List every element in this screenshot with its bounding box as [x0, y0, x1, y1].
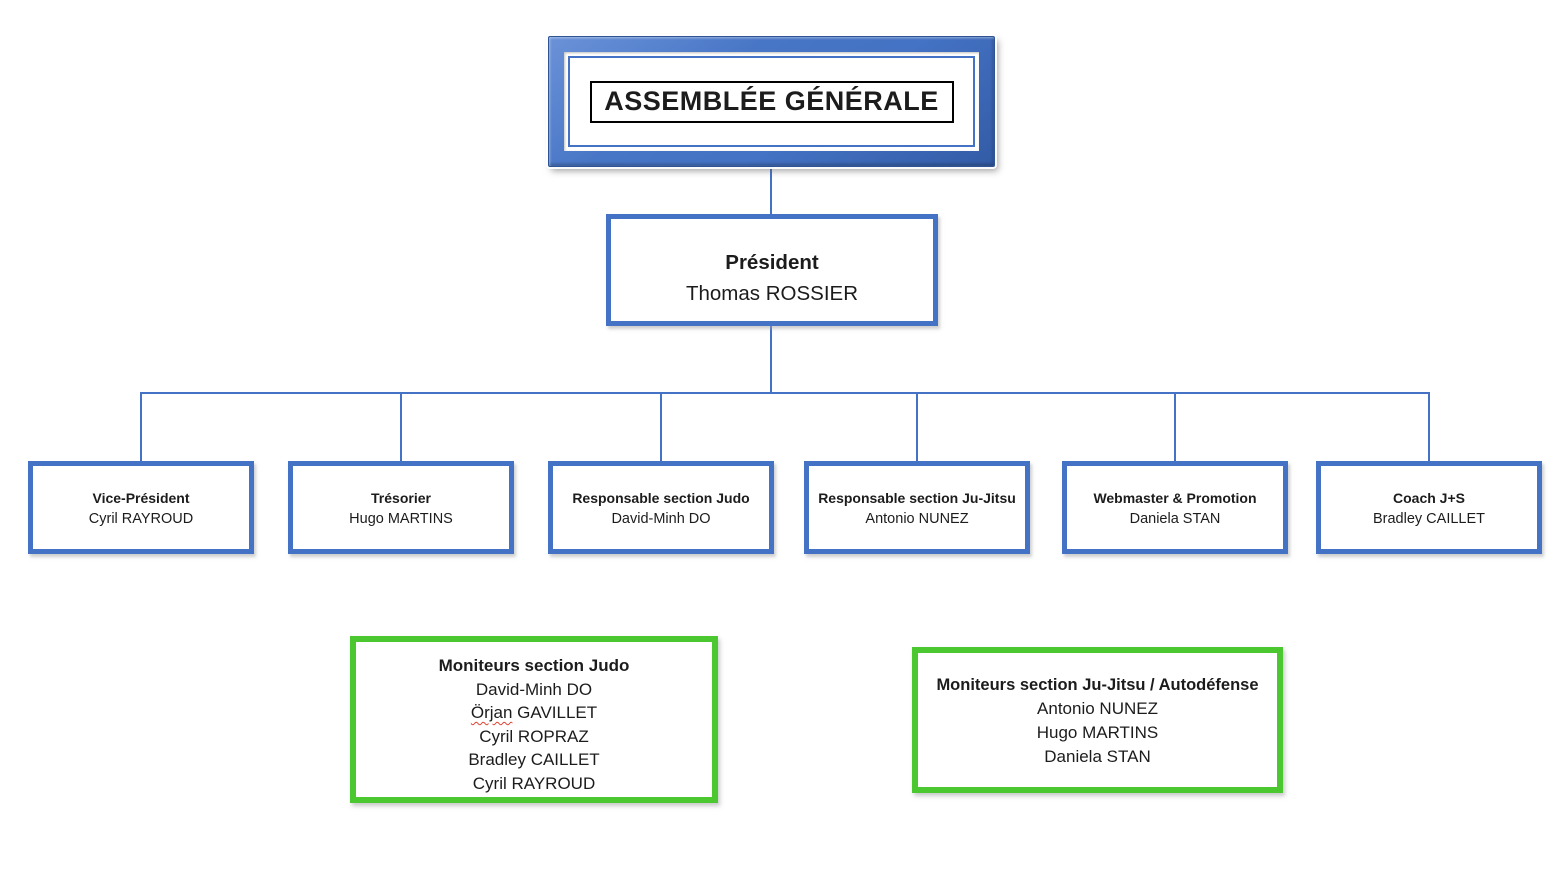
judo-monitors-title: Moniteurs section Judo — [438, 656, 630, 675]
committee-role: Coach J+S — [1393, 490, 1465, 506]
judo-monitors-box — [350, 636, 718, 803]
connector-drop-resp-judo — [660, 392, 662, 461]
connector-drop-tresorier — [400, 392, 402, 461]
president-role: Président — [725, 251, 819, 274]
committee-box-vice-president — [28, 461, 254, 554]
judo-monitor-member-rest: GAVILLET — [512, 703, 598, 722]
president-box — [606, 214, 938, 326]
connector-president-bus — [770, 326, 772, 393]
committee-name: Antonio NUNEZ — [865, 511, 969, 527]
committee-box-coach-js — [1316, 461, 1542, 554]
assembly-title: ASSEMBLÉE GÉNÉRALE — [590, 81, 954, 123]
committee-role: Responsable section Judo — [572, 490, 750, 506]
judo-monitor-member: Bradley CAILLET — [468, 750, 600, 769]
judo-monitor-member: David-Minh DO — [475, 679, 593, 699]
committee-role: Trésorier — [371, 490, 431, 506]
jujitsu-monitor-member: Antonio NUNEZ — [1037, 699, 1158, 718]
jujitsu-monitors-title: Moniteurs section Ju-Jitsu / Autodéfense — [936, 676, 1259, 694]
judo-monitor-member: Cyril ROPRAZ — [479, 726, 589, 746]
judo-monitor-member-misspelled: Örjan — [470, 703, 513, 722]
connector-horizontal-bus — [140, 392, 1430, 394]
committee-box-tresorier — [288, 461, 514, 554]
jujitsu-monitor-member: Daniela STAN — [1044, 747, 1151, 766]
committee-name: Bradley CAILLET — [1372, 511, 1486, 527]
jujitsu-monitor-member: Hugo MARTINS — [1036, 723, 1159, 742]
connector-drop-coach — [1428, 392, 1430, 461]
judo-monitor-member: Cyril RAYROUD — [472, 773, 596, 793]
judo-monitor-member — [356, 701, 712, 725]
committee-box-resp-judo — [548, 461, 774, 554]
president-name: Thomas ROSSIER — [685, 282, 859, 305]
connector-drop-resp-jujitsu — [916, 392, 918, 461]
assembly-frame-inner — [568, 56, 975, 147]
connector-assembly-president — [770, 166, 772, 214]
committee-box-resp-jujitsu — [804, 461, 1030, 554]
connector-drop-webmaster — [1174, 392, 1176, 461]
committee-name: Hugo MARTINS — [349, 511, 453, 527]
committee-role: Webmaster & Promotion — [1093, 490, 1257, 506]
connector-drop-vice-president — [140, 392, 142, 461]
committee-box-webmaster — [1062, 461, 1288, 554]
committee-name: Cyril RAYROUD — [88, 511, 194, 527]
committee-role: Responsable section Ju-Jitsu — [818, 490, 1016, 506]
committee-name: Daniela STAN — [1129, 511, 1221, 527]
committee-name: David-Minh DO — [611, 511, 711, 527]
jujitsu-monitors-box — [912, 647, 1283, 793]
assembly-frame-mat — [564, 52, 979, 151]
committee-role: Vice-Président — [92, 490, 190, 506]
assembly-frame — [548, 36, 995, 167]
